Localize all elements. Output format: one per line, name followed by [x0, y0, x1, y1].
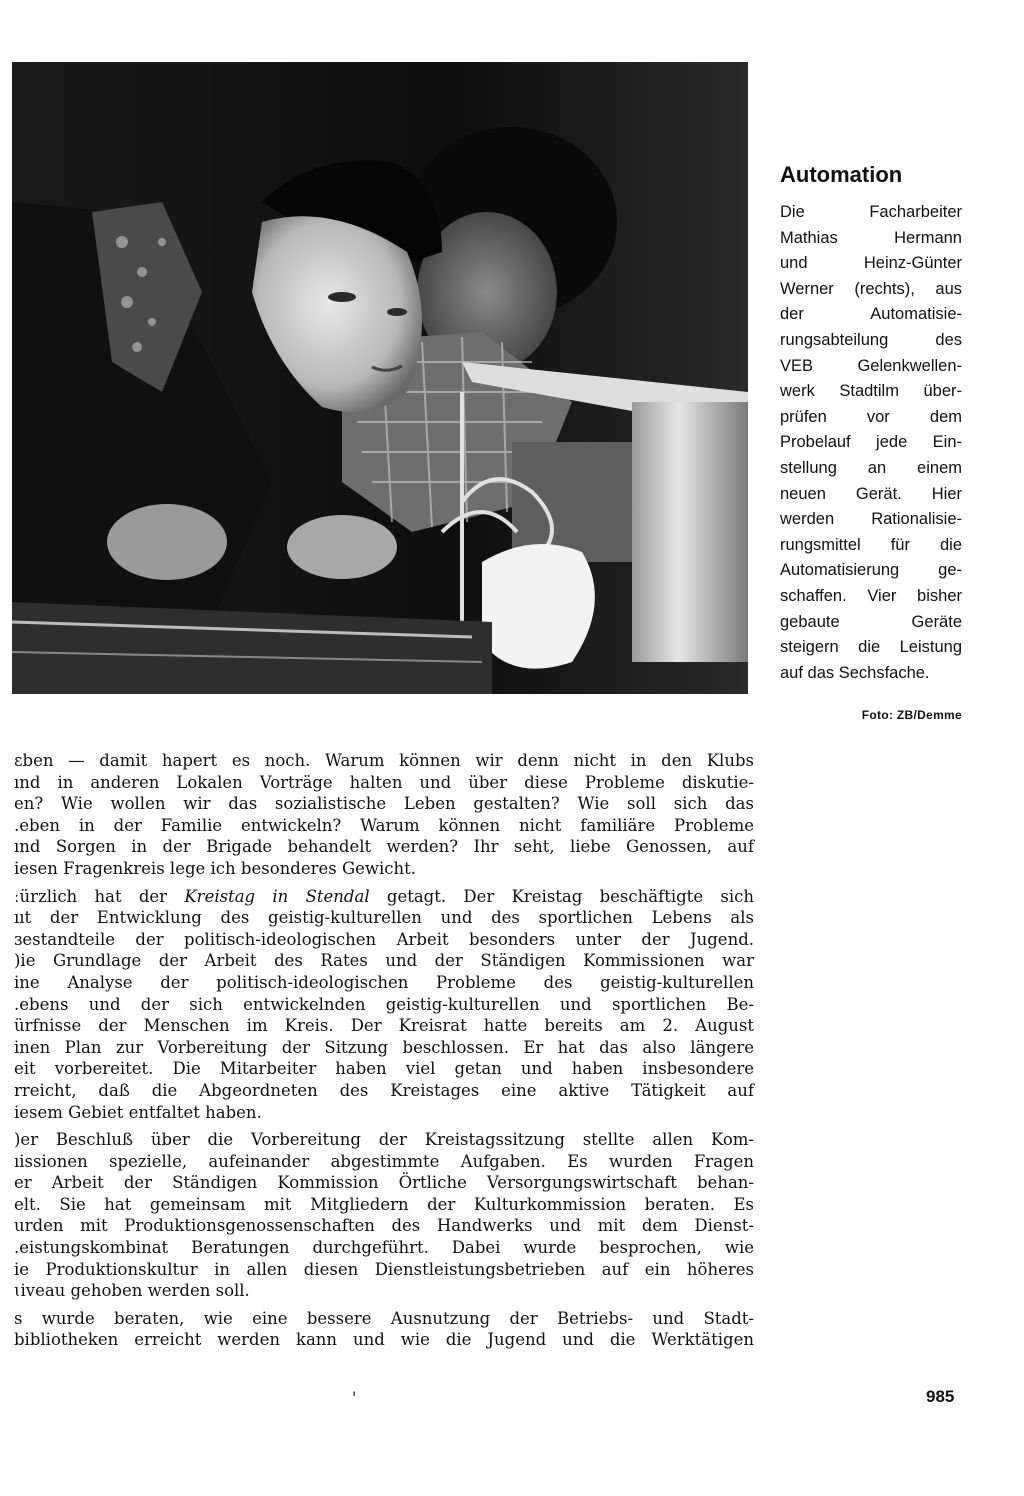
text-line: .eistungskombinat Beratungen durchgeführt. Dabei wurde besprochen, wie — [14, 1238, 754, 1258]
text-line: )ie Grundlage der Arbeit des Rates und der Ständigen Kommissionen war — [14, 951, 754, 971]
italic-place-name: Kreistag in Stendal — [184, 886, 370, 906]
caption-line: der Automatisie- — [780, 305, 962, 324]
article-paragraph — [14, 1129, 754, 1302]
text-line: eit vorbereitet. Die Mitarbeiter haben viel getan und haben insbesondere — [14, 1059, 754, 1079]
text-line: ɜestandteile der politisch-ideologischen Arbeit besonders unter der Jugend. — [14, 929, 754, 949]
article-paragraph — [14, 1308, 754, 1351]
photo-caption — [780, 160, 962, 722]
caption-line: stellung an einem — [780, 458, 962, 477]
text-line: ürfnisse der Menschen im Kreis. Der Kreisrat hatte bereits am 2. August — [14, 1016, 754, 1036]
caption-line: Mathias Hermann — [780, 228, 962, 247]
text-line: ıissionen spezielle, aufeinander abgestimmte Aufgaben. Es wurden Fragen — [14, 1151, 754, 1171]
caption-line: Automatisierung ge- — [780, 561, 962, 580]
text-line: iesem Gebiet entfaltet haben. — [14, 1102, 262, 1122]
caption-line: und Heinz-Günter — [780, 254, 962, 273]
text-line: urden mit Produktionsgenossenschaften des Handwerks und mit dem Dienst- — [14, 1216, 754, 1236]
text-line: er Arbeit der Ständigen Kommission Örtliche Versorgungswirtschaft behan- — [14, 1173, 754, 1193]
text-line: ine Analyse der politisch-ideologischen Probleme des geistig-kulturellen — [14, 972, 754, 992]
article-paragraph — [14, 750, 754, 880]
caption-line: VEB Gelenkwellen- — [780, 356, 962, 375]
caption-line: rungsabteilung des — [780, 330, 962, 349]
text-line: ie Produktionskultur in allen diesen Dienstleistungsbetrieben auf ein höheres — [14, 1259, 754, 1279]
article-paragraph — [14, 886, 754, 1124]
photo-credit: Foto: ZB/Demme — [861, 708, 962, 723]
caption-line: gebaute Geräte — [780, 612, 962, 631]
page-number: 985 — [926, 1387, 955, 1406]
caption-title: Automation — [780, 162, 903, 187]
caption-line: steigern die Leistung — [780, 638, 962, 657]
text-line: .ebens und der sich entwickelnden geistig-kulturellen und sportlichen Be- — [14, 994, 754, 1014]
caption-line: Probelauf jede Ein- — [780, 433, 962, 452]
text-line: .eben in der Familie entwickeln? Warum können nicht familiäre Probleme — [14, 815, 754, 835]
text-line: iesen Fragenkreis lege ich besonderes Gewicht. — [14, 858, 417, 878]
print-mark: ' — [352, 1388, 357, 1407]
text-line: )er Beschluß über die Vorbereitung der Kreistagssitzung stellte allen Kom- — [14, 1130, 754, 1150]
caption-line: schaffen. Vier bisher — [780, 586, 962, 605]
text-line: rreicht, daß die Abgeordneten des Kreistages eine aktive Tätigkeit auf — [14, 1080, 754, 1100]
text-line: ınd Sorgen in der Brigade behandelt werden? Ihr seht, liebe Genossen, auf — [14, 837, 754, 857]
caption-line: auf das Sechsfache. — [780, 663, 930, 682]
text-line: ːürzlich hat der Kreistag in Stendal getagt. Der Kreistag beschäftigte sich — [14, 886, 754, 906]
caption-line: Die Facharbeiter — [780, 203, 962, 221]
caption-line: neuen Gerät. Hier — [780, 484, 962, 503]
caption-line: Werner (rechts), aus — [780, 279, 962, 298]
text-line: elt. Sie hat gemeinsam mit Mitgliedern der Kulturkommission beraten. Es — [14, 1194, 754, 1214]
photograph-workers — [12, 62, 748, 694]
text-line: ɛben — damit hapert es noch. Warum können wir denn nicht in den Klubs — [14, 751, 754, 770]
text-line: ııt der Entwicklung des geistig-kulturellen und des sportlichen Lebens als — [14, 908, 754, 928]
text-line: bibliotheken erreicht werden kann und wie die Jugend und die Werktätigen — [14, 1330, 754, 1350]
text-line: inen Plan zur Vorbereitung der Sitzung beschlossen. Er hat das also längere — [14, 1037, 754, 1057]
article-body — [14, 750, 754, 1351]
caption-text — [780, 200, 962, 686]
text-line: ınd in anderen Lokalen Vorträge halten und über diese Probleme diskutie- — [14, 772, 754, 792]
photo-illustration — [12, 62, 748, 694]
caption-line: werden Rationalisie- — [780, 510, 962, 529]
text-line: ɩiveau gehoben werden soll. — [14, 1281, 250, 1301]
caption-line: prüfen vor dem — [780, 407, 962, 426]
caption-line: rungsmittel für die — [780, 535, 962, 554]
text-line: s wurde beraten, wie eine bessere Ausnutzung der Betriebs- und Stadt- — [14, 1308, 754, 1328]
caption-line: werk Stadtilm über- — [780, 382, 962, 401]
text-line: en? Wie wollen wir das sozialistische Leben gestalten? Wie soll sich das — [14, 794, 754, 814]
